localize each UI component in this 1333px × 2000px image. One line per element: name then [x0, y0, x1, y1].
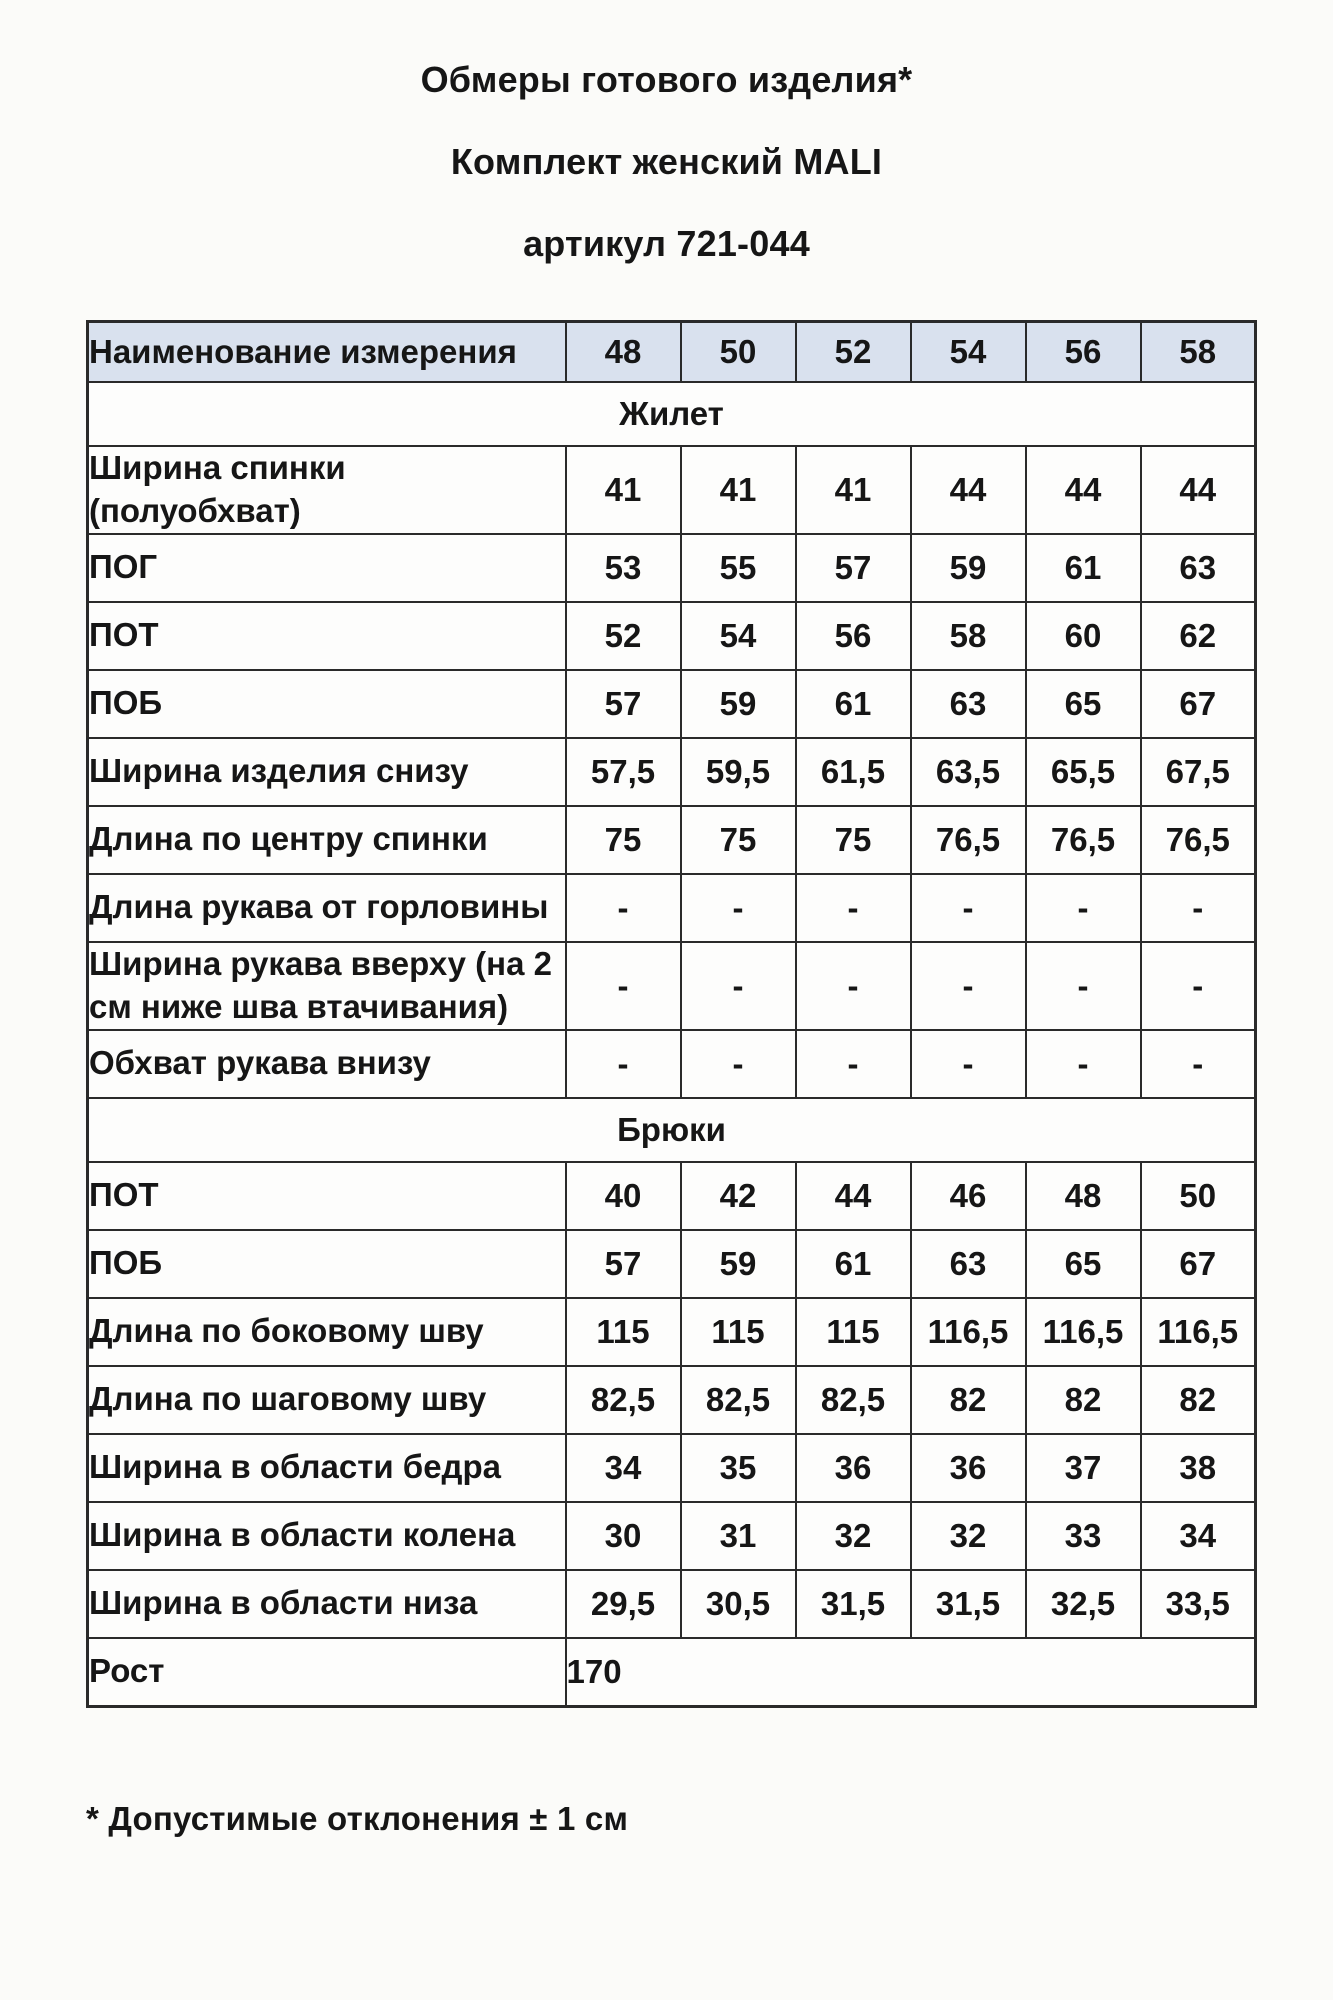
- measurement-value: 115: [796, 1298, 911, 1366]
- tolerance-footnote: * Допустимые отклонения ± 1 см: [86, 1799, 629, 1837]
- measurement-row: [88, 1502, 1256, 1570]
- measurement-value: 82: [1026, 1366, 1141, 1434]
- measurement-value: 59,5: [681, 738, 796, 806]
- measurement-value: 46: [911, 1162, 1026, 1230]
- measurement-value: 38: [1141, 1434, 1256, 1502]
- measurement-value: 40: [566, 1162, 681, 1230]
- measurement-value: 61: [1026, 534, 1141, 602]
- header-size-52: 52: [796, 322, 911, 383]
- measurement-value: -: [1026, 874, 1141, 942]
- measurement-value: 75: [796, 806, 911, 874]
- measurement-row: [88, 1162, 1256, 1230]
- measurement-value: 82,5: [566, 1366, 681, 1434]
- measurement-row: [88, 942, 1256, 1030]
- measurement-value: 53: [566, 534, 681, 602]
- measurement-row: [88, 602, 1256, 670]
- header-measurement-name: Наименование измерения: [88, 322, 566, 383]
- measurement-value: 44: [911, 446, 1026, 534]
- measurement-value: 75: [681, 806, 796, 874]
- header-size-48: 48: [566, 322, 681, 383]
- measurement-label: ПОТ: [88, 1162, 566, 1230]
- measurement-value: 44: [1026, 446, 1141, 534]
- document-subtitle-product: Комплект женский MALI: [450, 141, 883, 182]
- measurement-label: Ширина в области низа: [88, 1570, 566, 1638]
- measurement-value: 82,5: [681, 1366, 796, 1434]
- measurement-row: [88, 1638, 1256, 1707]
- measurement-value: 54: [681, 602, 796, 670]
- measurement-row: [88, 1298, 1256, 1366]
- measurement-row: [88, 1570, 1256, 1638]
- measurement-value: -: [1141, 874, 1256, 942]
- measurement-value: 31,5: [796, 1570, 911, 1638]
- measurement-value: 31: [681, 1502, 796, 1570]
- measurement-value: 44: [796, 1162, 911, 1230]
- measurement-value: 76,5: [911, 806, 1026, 874]
- measurement-value: 58: [911, 602, 1026, 670]
- measurement-value: 59: [681, 670, 796, 738]
- measurement-value: 63,5: [911, 738, 1026, 806]
- measurement-row: [88, 1230, 1256, 1298]
- measurement-value: 116,5: [1026, 1298, 1141, 1366]
- measurement-value: 67: [1141, 1230, 1256, 1298]
- measurement-label: Длина по центру спинки: [88, 806, 566, 874]
- measurement-value: -: [681, 1030, 796, 1098]
- measurement-value: 57,5: [566, 738, 681, 806]
- header-size-54: 54: [911, 322, 1026, 383]
- measurement-value: 67: [1141, 670, 1256, 738]
- measurement-value: 82: [1141, 1366, 1256, 1434]
- measurement-value: 61: [796, 670, 911, 738]
- measurement-value: 32: [911, 1502, 1026, 1570]
- measurement-value: 60: [1026, 602, 1141, 670]
- measurement-label: Длина по боковому шву: [88, 1298, 566, 1366]
- header-size-50: 50: [681, 322, 796, 383]
- measurement-label: ПОГ: [88, 534, 566, 602]
- measurement-value: -: [796, 942, 911, 1030]
- measurement-value: 115: [566, 1298, 681, 1366]
- measurement-value: 65,5: [1026, 738, 1141, 806]
- measurement-value: 33: [1026, 1502, 1141, 1570]
- measurement-value: -: [911, 942, 1026, 1030]
- measurement-row: [88, 738, 1256, 806]
- measurement-value: 31,5: [911, 1570, 1026, 1638]
- measurement-value: 61,5: [796, 738, 911, 806]
- measurement-label: Длина рукава от горловины: [88, 874, 566, 942]
- measurement-value: 55: [681, 534, 796, 602]
- document-subtitle-article: артикул 721-044: [523, 223, 810, 264]
- measurement-value: 75: [566, 806, 681, 874]
- measurement-value: -: [1141, 942, 1256, 1030]
- measurement-value: 116,5: [911, 1298, 1026, 1366]
- measurement-value: 41: [681, 446, 796, 534]
- measurement-label: Длина по шаговому шву: [88, 1366, 566, 1434]
- measurement-value: -: [796, 1030, 911, 1098]
- measurement-value: -: [1026, 942, 1141, 1030]
- header-size-56: 56: [1026, 322, 1141, 383]
- measurement-value: 116,5: [1141, 1298, 1256, 1366]
- measurement-label: ПОТ: [88, 602, 566, 670]
- measurement-label: Ширина изделия снизу: [88, 738, 566, 806]
- measurement-label: ПОБ: [88, 1230, 566, 1298]
- header-size-58: 58: [1141, 322, 1256, 383]
- measurement-value: -: [911, 874, 1026, 942]
- measurement-value: 32: [796, 1502, 911, 1570]
- measurement-value: 65: [1026, 1230, 1141, 1298]
- table-header-row: [88, 322, 1256, 383]
- measurement-row: [88, 1366, 1256, 1434]
- measurement-value: 41: [566, 446, 681, 534]
- measurement-row: [88, 874, 1256, 942]
- measurement-value: -: [681, 874, 796, 942]
- measurement-value: 32,5: [1026, 1570, 1141, 1638]
- measurement-label: Ширина в области бедра: [88, 1434, 566, 1502]
- measurement-value: 76,5: [1141, 806, 1256, 874]
- measurement-label: Рост: [88, 1638, 566, 1707]
- measurement-value: 63: [1141, 534, 1256, 602]
- measurement-value: 57: [796, 534, 911, 602]
- measurement-value: 37: [1026, 1434, 1141, 1502]
- measurement-row: [88, 670, 1256, 738]
- measurement-label: Ширина спинки (полуобхват): [88, 446, 566, 534]
- measurement-value: 65: [1026, 670, 1141, 738]
- measurement-value: 36: [911, 1434, 1026, 1502]
- document-header: [0, 59, 1333, 264]
- measurement-label: Обхват рукава внизу: [88, 1030, 566, 1098]
- measurement-value: -: [681, 942, 796, 1030]
- measurement-row: [88, 806, 1256, 874]
- measurement-value: 82,5: [796, 1366, 911, 1434]
- measurement-value: 50: [1141, 1162, 1256, 1230]
- measurement-value-merged: 170: [566, 1638, 1256, 1707]
- measurement-value: 57: [566, 1230, 681, 1298]
- measurement-label: ПОБ: [88, 670, 566, 738]
- size-chart-table: [86, 320, 1257, 1708]
- measurement-value: 82: [911, 1366, 1026, 1434]
- measurement-value: 29,5: [566, 1570, 681, 1638]
- measurement-value: 56: [796, 602, 911, 670]
- measurement-value: 59: [911, 534, 1026, 602]
- measurement-value: 57: [566, 670, 681, 738]
- measurement-row: [88, 1030, 1256, 1098]
- measurement-value: 48: [1026, 1162, 1141, 1230]
- measurement-value: -: [796, 874, 911, 942]
- document-title: Обмеры готового изделия*: [420, 59, 913, 100]
- measurement-value: 30: [566, 1502, 681, 1570]
- measurement-row: [88, 534, 1256, 602]
- measurement-value: 67,5: [1141, 738, 1256, 806]
- measurement-label: Ширина в области колена: [88, 1502, 566, 1570]
- measurement-label: Ширина рукава вверху (на 2 см ниже шва втачивания): [88, 942, 566, 1030]
- measurement-value: 62: [1141, 602, 1256, 670]
- measurement-value: -: [566, 942, 681, 1030]
- measurement-value: -: [566, 874, 681, 942]
- measurement-value: -: [911, 1030, 1026, 1098]
- measurement-value: 33,5: [1141, 1570, 1256, 1638]
- measurement-value: 42: [681, 1162, 796, 1230]
- measurement-value: 34: [1141, 1502, 1256, 1570]
- measurement-row: [88, 446, 1256, 534]
- measurement-value: 115: [681, 1298, 796, 1366]
- section-title: Брюки: [88, 1098, 1256, 1162]
- measurement-value: 52: [566, 602, 681, 670]
- measurement-value: -: [566, 1030, 681, 1098]
- measurement-value: 35: [681, 1434, 796, 1502]
- measurement-row: [88, 1434, 1256, 1502]
- section-row: [88, 1098, 1256, 1162]
- measurement-value: -: [1141, 1030, 1256, 1098]
- measurement-value: 63: [911, 1230, 1026, 1298]
- measurement-value: 61: [796, 1230, 911, 1298]
- measurement-value: -: [1026, 1030, 1141, 1098]
- measurement-value: 76,5: [1026, 806, 1141, 874]
- measurement-value: 41: [796, 446, 911, 534]
- measurement-value: 36: [796, 1434, 911, 1502]
- measurement-value: 44: [1141, 446, 1256, 534]
- measurement-value: 63: [911, 670, 1026, 738]
- measurement-value: 30,5: [681, 1570, 796, 1638]
- section-row: [88, 382, 1256, 446]
- measurement-value: 34: [566, 1434, 681, 1502]
- section-title: Жилет: [88, 382, 1256, 446]
- measurement-value: 59: [681, 1230, 796, 1298]
